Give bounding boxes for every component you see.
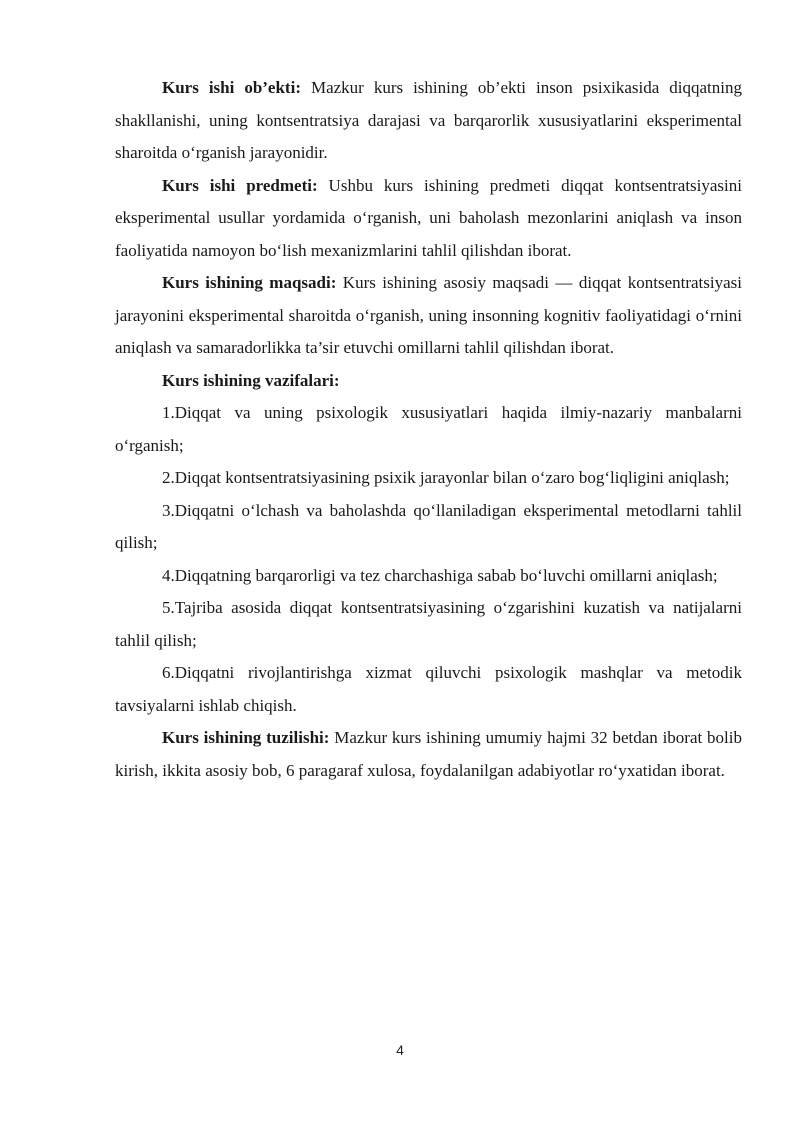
goal-text: Kurs ishining asosiy maqsadi — diqqat kontsentratsiyasi jarayonini eksperimental sharoitda o‘rganish, uning insonning kognitiv faoliyatidagi o‘rnini aniqlash va samaradorlikka ta’sir etuvchi omillarni tahlil qilishdan iborat. [115, 273, 743, 357]
object-heading: Kurs ishi ob’ekti: [162, 78, 301, 97]
page-number: 4 [396, 1042, 404, 1058]
task-item: 5.Tajriba asosida diqqat kontsentratsiyasining o‘zgarishini kuzatish va natijalarni tahlil qilish; [115, 598, 742, 650]
structure-heading: Kurs ishining tuzilishi: [162, 728, 330, 747]
tasks-heading-paragraph [115, 365, 742, 398]
object-paragraph [115, 72, 742, 170]
task-item: 1.Diqqat va uning psixologik xususiyatlari haqida ilmiy-nazariy manbalarni o‘rganish; [115, 403, 742, 455]
task-item: 4.Diqqatning barqarorligi va tez charchashiga sabab bo‘luvchi omillarni aniqlash; [162, 565, 718, 585]
task-item: 6.Diqqatni rivojlantirishga xizmat qiluvchi psixologik mashqlar va metodik tavsiyalarni ishlab chiqish. [115, 663, 742, 715]
subject-text: Ushbu kurs ishining predmeti diqqat kontsentratsiyasini eksperimental usullar yordamida o‘rganish, uni baholash mezonlarini aniqlash va inson faoliyatida namoyon bo‘lish mexanizmlarini tahlil qilishdan iborat. [115, 175, 742, 260]
object-text: Mazkur kurs ishining ob’ekti inson psixikasida diqqatning shakllanishi, uning kontsentratsiya darajasi va barqarorlik xususiyatlarini eksperimental sharoitda o‘rganish jarayonidir. [115, 78, 742, 162]
structure-paragraph [115, 722, 742, 787]
task-item: 3.Diqqatni o‘lchash va baholashda qo‘llaniladigan eksperimental metodlarni tahlil qilish; [115, 500, 742, 552]
task-item: 2.Diqqat kontsentratsiyasining psixik jarayonlar bilan o‘zaro bog‘liqligini aniqlash; [162, 468, 730, 487]
goal-paragraph [115, 267, 742, 365]
tasks-heading: Kurs ishining vazifalari: [162, 370, 340, 390]
subject-heading: Kurs ishi predmeti: [162, 175, 318, 195]
structure-text: Mazkur kurs ishining umumiy hajmi 32 betdan iborat bolib kirish, ikkita asosiy bob, 6 paragaraf xulosa, foydalanilgan adabiyotlar ro‘yxatidan iborat. [115, 728, 742, 780]
subject-paragraph [115, 170, 742, 268]
document-page [115, 72, 742, 787]
goal-heading: Kurs ishining maqsadi: [162, 273, 337, 292]
